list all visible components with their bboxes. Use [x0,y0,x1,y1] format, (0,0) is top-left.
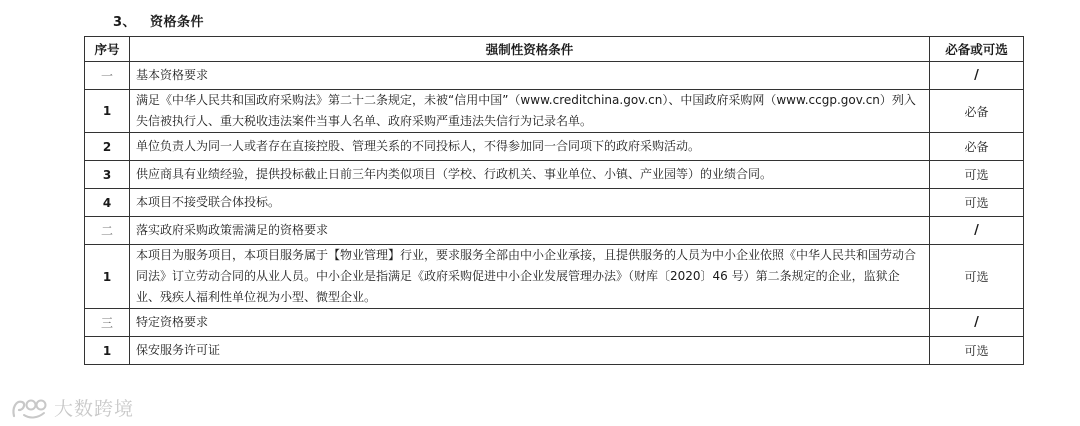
qualification-table [84,36,1024,365]
row-requirement: 单位负责人为同一人或者存在直接控股、管理关系的不同投标人，不得参加同一合同项下的政府采购活动。 [130,133,930,161]
section-title: 资格条件 [150,15,205,30]
row-option: 必备 [930,133,1024,161]
table-header-row [85,37,1024,62]
row-option: 可选 [930,337,1024,365]
table-row [85,337,1024,365]
row-option: 必备 [930,90,1024,133]
row-num: 三 [85,309,130,337]
row-requirement: 本项目不接受联合体投标。 [130,189,930,217]
table-row [85,62,1024,90]
row-requirement: 供应商具有业绩经验，提供投标截止日前三年内类似项目（学校、行政机关、事业单位、小镇、产业园等）的业绩合同。 [130,161,930,189]
row-requirement: 满足《中华人民共和国政府采购法》第二十二条规定，未被“信用中国”（www.creditchina.gov.cn）、中国政府采购网（www.ccgp.gov.cn）列入失信被执行人、重大税收违法案件当事人名单、政府采购严重违法失信行为记录名单。 [130,90,930,133]
row-num: 二 [85,217,130,245]
header-requirement: 强制性资格条件 [130,37,930,62]
row-option: / [930,217,1024,245]
table-row [85,245,1024,309]
row-num: 3 [85,161,130,189]
table-row [85,90,1024,133]
row-requirement: 落实政府采购政策需满足的资格要求 [130,217,930,245]
watermark-text: 大数跨境 [54,398,135,420]
table-row [85,217,1024,245]
row-num: 1 [85,90,130,133]
row-option: 可选 [930,189,1024,217]
header-num: 序号 [85,37,130,62]
row-num: 4 [85,189,130,217]
row-option: 可选 [930,161,1024,189]
row-option: / [930,309,1024,337]
row-requirement: 基本资格要求 [130,62,930,90]
row-requirement: 特定资格要求 [130,309,930,337]
row-num: 1 [85,245,130,309]
table-row [85,189,1024,217]
row-requirement: 保安服务许可证 [130,337,930,365]
row-option: / [930,62,1024,90]
brand-logo-icon [10,396,50,420]
row-option: 可选 [930,245,1024,309]
table-row [85,309,1024,337]
header-option: 必备或可选 [930,37,1024,62]
row-num: 一 [85,62,130,90]
section-number: 3、 [113,15,137,30]
table-row [85,161,1024,189]
table-row [85,133,1024,161]
row-num: 1 [85,337,130,365]
watermark [10,394,134,421]
section-heading [113,11,204,30]
row-num: 2 [85,133,130,161]
row-requirement: 本项目为服务项目，本项目服务属于【物业管理】行业，要求服务全部由中小企业承接，且提供服务的人员为中小企业依照《中华人民共和国劳动合同法》订立劳动合同的从业人员。中小企业是指满足《政府采购促进中小企业发展管理办法》（财库〔2020〕46 号）第二条规定的企业，监狱企业、残疾人福利性单位视为小型、微型企业。 [130,245,930,309]
